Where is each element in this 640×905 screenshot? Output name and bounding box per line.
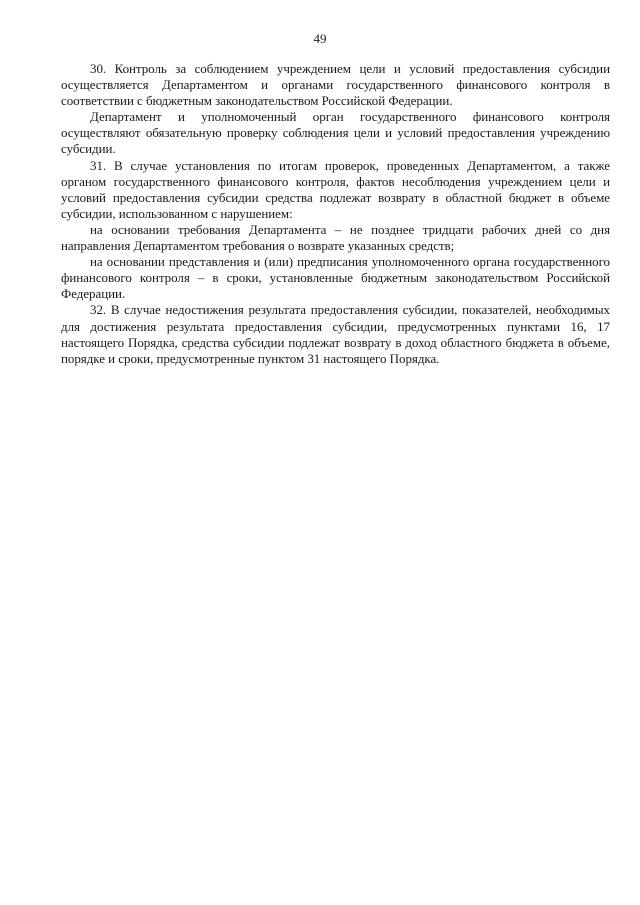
paragraph-30-verification: Департамент и уполномоченный орган государственного финансового контроля осуществляют обязательную проверку соблюдения цели и условий предоставления учреждению субсидии. — [61, 109, 610, 157]
paragraph-32: 32. В случае недостижения результата предоставления субсидии, показателей, необходимых для достижения результата предоставления субсидии, предусмотренных пунктами 16, 17 настоящего Порядка, средства субсидии подлежат возврату в доход областного бюджета в объеме, порядке и сроки, предусмотренные пунктом 31 настоящего Порядка. — [61, 302, 610, 366]
paragraph-30: 30. Контроль за соблюдением учреждением цели и условий предоставления субсидии осуществляется Департаментом и органами государственного финансового контроля в соответствии с бюджетным законодательством Российской Федерации. — [61, 61, 610, 109]
document-body — [61, 61, 610, 367]
paragraph-31-control-body-order: на основании представления и (или) предписания уполномоченного органа государственного финансового контроля – в сроки, установленные бюджетным законодательством Российской Федерации. — [61, 254, 610, 302]
paragraph-31-department-requirement: на основании требования Департамента – не позднее тридцати рабочих дней со дня направления Департаментом требования о возврате указанных средств; — [61, 221, 610, 254]
page-number: 49 — [313, 31, 327, 46]
paragraph-31: 31. В случае установления по итогам проверок, проведенных Департаментом, а также органом государственного финансового контроля, фактов несоблюдения учреждением цели и условий предоставления субсидии средства подлежат возврату в областной бюджет в объеме субсидии, использованном с нарушением: — [61, 157, 610, 221]
